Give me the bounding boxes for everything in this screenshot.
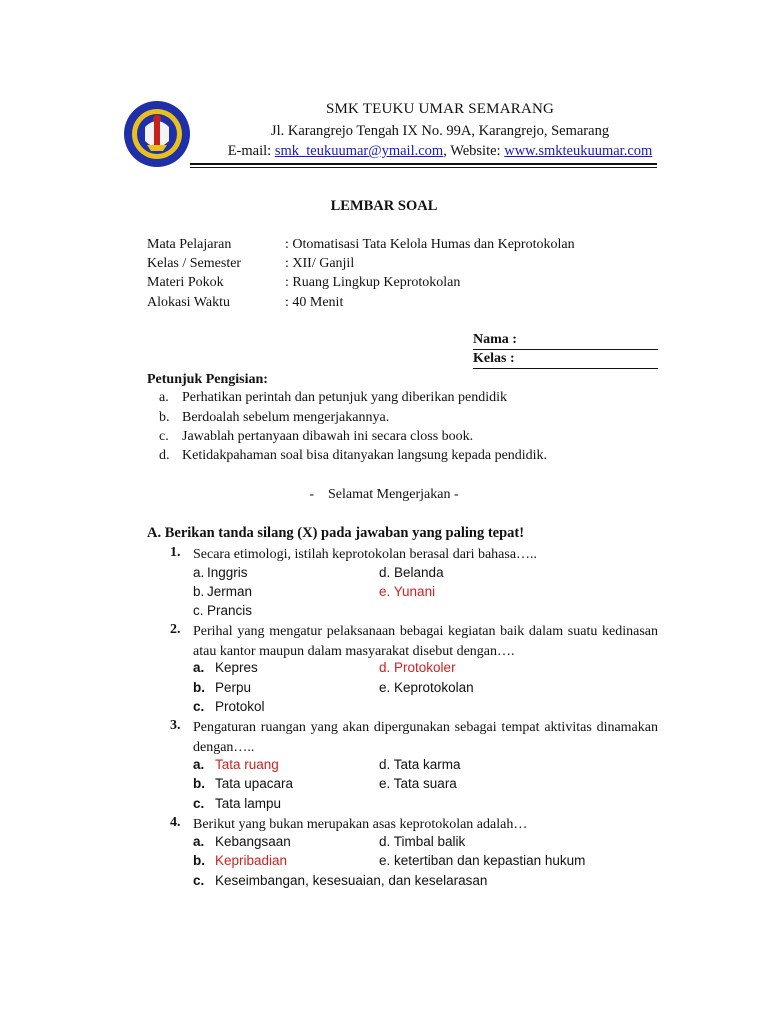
instruction-item: Berdoalah sebelum mengerjakannya. xyxy=(182,410,390,425)
student-name-label: Nama : xyxy=(473,332,517,347)
option-e[interactable] xyxy=(379,776,457,791)
option-letter: c. xyxy=(193,873,205,888)
option-text: Protokol xyxy=(215,699,265,714)
info-label-time: Alokasi Waktu xyxy=(147,295,230,310)
question-number: 1. xyxy=(170,545,181,560)
info-value-class: : XII/ Ganjil xyxy=(285,256,355,271)
option-d-answer[interactable] xyxy=(379,660,456,675)
option-text: Kebangsaan xyxy=(215,834,291,849)
option-text: Protokoler xyxy=(394,660,456,675)
option-c[interactable] xyxy=(193,873,487,888)
question-text: Pengaturan ruangan yang akan dipergunakan sebagai tempat aktivitas dinamakan dengan….. xyxy=(193,720,658,755)
option-text: Yunani xyxy=(393,584,436,599)
student-class-field[interactable] xyxy=(473,351,658,369)
student-name-field[interactable] xyxy=(473,332,658,350)
option-d[interactable] xyxy=(379,834,465,849)
option-e-answer[interactable] xyxy=(379,584,435,599)
option-text: Kepribadian xyxy=(215,853,288,868)
option-a-answer[interactable] xyxy=(193,757,279,772)
option-text: ketertiban dan kepastian hukum xyxy=(394,853,586,868)
option-text: Perpu xyxy=(215,680,252,695)
option-text: Inggris xyxy=(207,565,248,580)
option-d[interactable] xyxy=(379,565,444,580)
option-text: Keprotokolan xyxy=(394,680,474,695)
option-text: Kepres xyxy=(215,660,258,675)
option-letter: b. xyxy=(193,776,205,791)
question-number: 3. xyxy=(170,718,181,733)
section-a-heading: A. Berikan tanda silang (X) pada jawaban yang paling tepat! xyxy=(147,525,525,541)
option-letter: d. xyxy=(379,565,391,580)
instruction-letter: d. xyxy=(159,448,170,463)
option-letter: b. xyxy=(193,853,205,868)
option-d[interactable] xyxy=(379,757,461,772)
header-divider-thin xyxy=(190,167,657,168)
info-value-time: : 40 Menit xyxy=(285,295,344,310)
option-letter: c. xyxy=(193,796,205,811)
option-text: Tata suara xyxy=(393,776,457,791)
question-text: Secara etimologi, istilah keprotokolan berasal dari bahasa….. xyxy=(193,547,538,562)
option-text: Keseimbangan, kesesuaian, dan keselarasan xyxy=(215,873,488,888)
option-text: Tata karma xyxy=(393,757,461,772)
greeting: - Selamat Mengerjakan - xyxy=(309,487,459,502)
option-b-answer[interactable] xyxy=(193,853,287,868)
option-letter: a. xyxy=(193,660,205,675)
website-link[interactable]: www.smkteukuumar.com xyxy=(504,143,653,159)
student-class-label: Kelas : xyxy=(473,351,515,366)
option-text: Belanda xyxy=(394,565,444,580)
option-text: Prancis xyxy=(207,603,253,618)
instruction-item: Perhatikan perintah dan petunjuk yang diberikan pendidik xyxy=(182,390,508,405)
school-contact xyxy=(190,143,690,160)
email-link[interactable]: smk_teukuumar@ymail.com xyxy=(274,143,444,159)
instruction-letter: a. xyxy=(159,390,169,405)
option-b[interactable] xyxy=(193,776,293,791)
option-text: Timbal balik xyxy=(393,834,466,849)
option-a[interactable] xyxy=(193,834,291,849)
website-label: , Website: xyxy=(443,143,505,159)
info-label-topic: Materi Pokok xyxy=(147,275,224,290)
option-text: Tata ruang xyxy=(215,757,279,772)
school-logo xyxy=(123,97,191,171)
option-letter: e. xyxy=(379,776,391,791)
option-text: Tata upacara xyxy=(215,776,294,791)
email-label: E-mail: xyxy=(227,143,275,159)
header-divider xyxy=(190,163,657,165)
question-number: 2. xyxy=(170,622,181,637)
school-address: Jl. Karangrejo Tengah IX No. 99A, Karangrejo, Semarang xyxy=(270,123,610,139)
option-letter: c. xyxy=(193,699,205,714)
info-value-subject: : Otomatisasi Tata Kelola Humas dan Keprotokolan xyxy=(285,237,575,252)
option-letter: d. xyxy=(379,834,391,849)
question-text: Berikut yang bukan merupakan asas keprotokolan adalah… xyxy=(193,817,528,832)
instruction-item: Ketidakpahaman soal bisa ditanyakan langsung kepada pendidik. xyxy=(182,448,548,463)
option-letter: e. xyxy=(379,853,391,868)
school-name: SMK TEUKU UMAR SEMARANG xyxy=(325,101,555,117)
info-label-subject: Mata Pelajaran xyxy=(147,237,232,252)
option-e[interactable] xyxy=(379,680,474,695)
instruction-letter: c. xyxy=(159,429,169,444)
option-c[interactable]: c. Prancis xyxy=(193,603,253,618)
option-a[interactable]: a. Inggris xyxy=(193,565,248,580)
option-letter: d. xyxy=(379,757,391,772)
instruction-letter: b. xyxy=(159,410,170,425)
option-letter: a. xyxy=(193,757,205,772)
option-e[interactable] xyxy=(379,853,585,868)
option-c[interactable] xyxy=(193,699,265,714)
question-number: 4. xyxy=(170,815,181,830)
question-text: Perihal yang mengatur pelaksanaan bebagai kegiatan baik dalam suatu kedinasan atau kantor maupun dalam masyarakat disebut dengan…. xyxy=(193,624,658,659)
option-letter: a. xyxy=(193,834,205,849)
option-b[interactable] xyxy=(193,680,251,695)
option-b[interactable]: b. Jerman xyxy=(193,584,253,599)
option-text: Tata lampu xyxy=(215,796,282,811)
option-letter: e. xyxy=(379,584,391,599)
option-a[interactable] xyxy=(193,660,258,675)
option-letter: e. xyxy=(379,680,391,695)
instructions-heading: Petunjuk Pengisian: xyxy=(147,372,268,387)
instruction-item: Jawablah pertanyaan dibawah ini secara closs book. xyxy=(182,429,474,444)
page-title: LEMBAR SOAL xyxy=(330,198,438,214)
option-letter: d. xyxy=(379,660,391,675)
info-value-topic: : Ruang Lingkup Keprotokolan xyxy=(285,275,461,290)
option-text: Jerman xyxy=(207,584,253,599)
info-label-class: Kelas / Semester xyxy=(147,256,242,271)
option-c[interactable] xyxy=(193,796,281,811)
option-letter: b. xyxy=(193,680,205,695)
